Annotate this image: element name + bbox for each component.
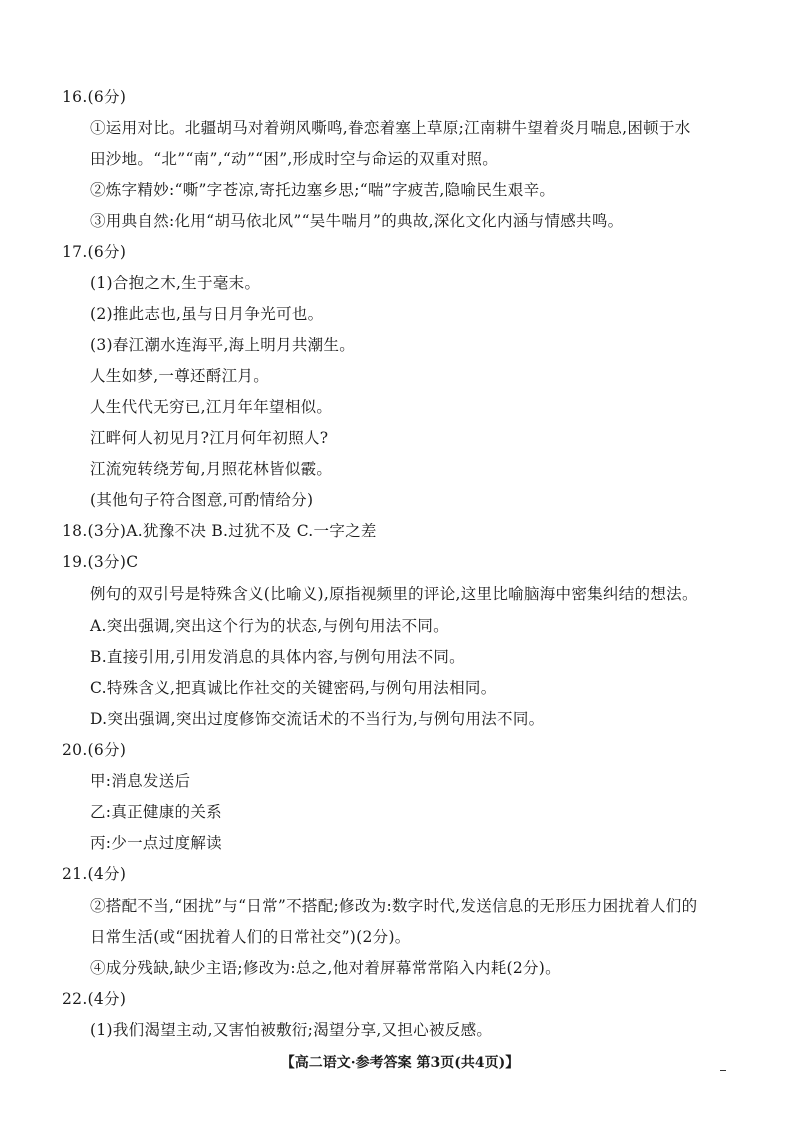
question-18-title: 18.(3分)A.犹豫不决 B.过犹不及 C.一字之差 <box>62 522 377 540</box>
question-16-line-1: ①运用对比。北疆胡马对着朔风嘶鸣,眷恋着塞上草原;江南耕牛望着炎月喘息,困顿于水 <box>90 119 691 137</box>
question-22-line-1: (1)我们渴望主动,又害怕被敷衍;渴望分享,又担心被反感。 <box>90 1021 493 1039</box>
question-16-line-3: ②炼字精妙:“嘶”字苍凉,寄托边塞乡思;“喘”字疲苦,隐喻民生艰辛。 <box>90 181 556 199</box>
question-17-line-4: 人生如梦,一尊还酹江月。 <box>90 367 270 385</box>
question-16-line-4: ③用典自然:化用“胡马依北风”“吴牛喘月”的典故,深化文化内涵与情感共鸣。 <box>90 212 624 230</box>
question-19-line-1: 例句的双引号是特殊含义(比喻义),原指视频里的评论,这里比喻脑海中密集纠结的想法。 <box>90 585 698 603</box>
question-17-line-3: (3)春江潮水连海平,海上明月共潮生。 <box>90 336 356 354</box>
question-19-line-2: A.突出强调,突出这个行为的状态,与例句用法不同。 <box>90 617 449 635</box>
question-19-line-5: D.突出强调,突出过度修饰交流话术的不当行为,与例句用法不同。 <box>90 710 545 728</box>
question-17-line-1: (1)合抱之木,生于毫末。 <box>90 274 261 292</box>
question-17-line-5: 人生代代无穷已,江月年年望相似。 <box>90 398 333 416</box>
question-17-line-7: 江流宛转绕芳甸,月照花林皆似霰。 <box>90 460 333 478</box>
question-20-line-1: 甲:消息发送后 <box>90 772 191 790</box>
question-17-title: 17.(6分) <box>62 243 127 261</box>
question-20-line-2: 乙:真正健康的关系 <box>90 803 222 821</box>
question-19-line-4: C.特殊含义,把真诚比作社交的关键密码,与例句用法相同。 <box>90 679 497 697</box>
question-16-line-2: 田沙地。“北”“南”,“动”“困”,形成时空与命运的双重对照。 <box>90 150 499 168</box>
question-21-line-2: 日常生活(或“困扰着人们的日常社交”)(2分)。 <box>90 928 411 946</box>
page-footer: 【高二语文·参考答案 第3页(共4页)】 <box>280 1055 520 1071</box>
question-20-title: 20.(6分) <box>62 741 127 759</box>
question-22-title: 22.(4分) <box>62 990 127 1008</box>
question-17-line-2: (2)推此志也,虽与日月争光可也。 <box>90 305 324 323</box>
question-17-line-6: 江畔何人初见月?江月何年初照人? <box>90 429 329 447</box>
question-17-line-8: (其他句子符合图意,可酌情给分) <box>90 491 314 509</box>
question-19-title: 19.(3分)C <box>62 553 139 571</box>
corner-mark <box>720 1070 726 1071</box>
question-21-title: 21.(4分) <box>62 865 127 883</box>
question-20-line-3: 丙:少一点过度解读 <box>90 834 222 852</box>
question-16-title: 16.(6分) <box>62 88 127 106</box>
question-19-line-3: B.直接引用,引用发消息的具体内容,与例句用法不同。 <box>90 648 465 666</box>
question-21-line-3: ④成分残缺,缺少主语;修改为:总之,他对着屏幕常常陷入内耗(2分)。 <box>90 959 561 977</box>
question-21-line-1: ②搭配不当,“困扰”与“日常”不搭配;修改为:数字时代,发送信息的无形压力困扰着人们的 <box>90 897 698 915</box>
